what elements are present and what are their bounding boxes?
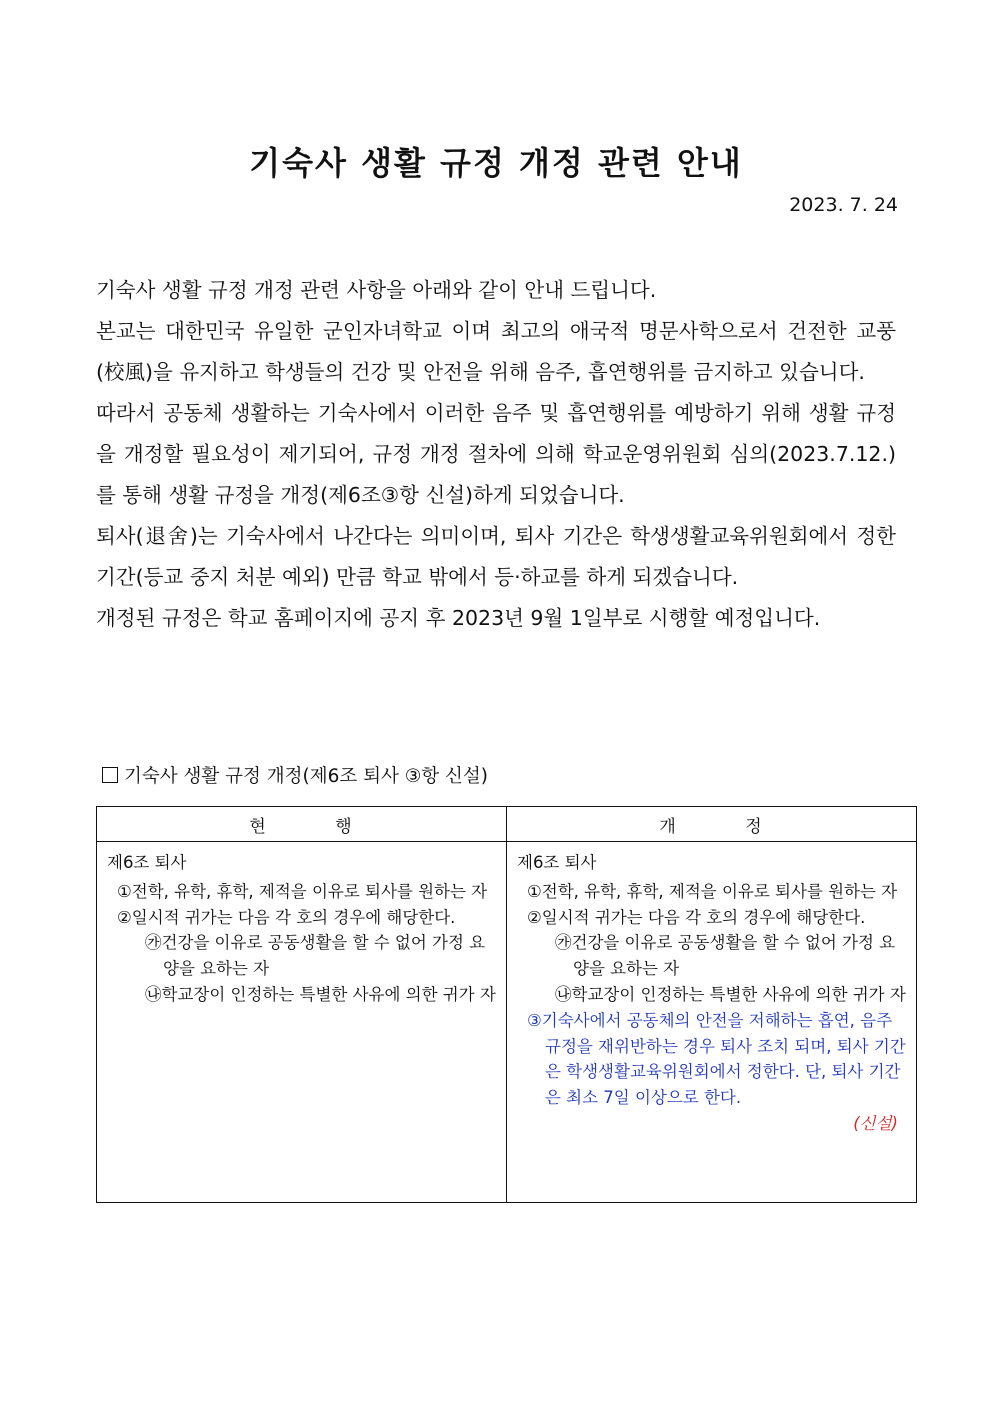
current-item-1: ①전학, 유학, 휴학, 제적을 이유로 퇴사를 원하는 자: [117, 881, 488, 901]
table-header-row: [97, 807, 917, 842]
revised-item-2: ②일시적 귀가는 다음 각 호의 경우에 해당한다.: [527, 907, 866, 927]
revised-article: 제6조 퇴사: [517, 853, 597, 872]
checkbox-square-icon: [102, 767, 118, 783]
paragraph-intro: 기숙사 생활 규정 개정 관련 사항을 아래와 같이 안내 드립니다.: [96, 278, 657, 302]
header-revised: 개 정: [507, 807, 917, 842]
notice-body: [96, 270, 896, 639]
revised-column: [507, 842, 917, 1203]
revised-item-3-new: ③기숙사에서 공동체의 안전을 저해하는 흡연, 음주 규정을 재위반하는 경우 퇴사 조치 되며, 퇴사 기간은 학생생활교육위원회에서 정한다. 단, 퇴사 기간은 최소 7일 이상으로 한다.: [527, 1010, 906, 1108]
current-item-2: ②일시적 귀가는 다음 각 호의 경우에 해당한다.: [117, 907, 456, 927]
paragraph-effective: 개정된 규정은 학교 홈페이지에 공지 후 2023년 9월 1일부로 시행할 예정입니다.: [96, 606, 821, 630]
new-clause-tag: (신설): [853, 1113, 898, 1133]
current-column: [97, 842, 507, 1203]
current-sub-2: ㉯학교장이 인정하는 특별한 사유에 의한 귀가 자: [145, 984, 496, 1004]
page-title: 기숙사 생활 규정 개정 관련 안내: [249, 144, 743, 182]
current-article: 제6조 퇴사: [107, 853, 187, 872]
document-date: 2023. 7. 24: [789, 194, 898, 216]
header-current: 현 행: [97, 807, 507, 842]
revised-item-1: ①전학, 유학, 휴학, 제적을 이유로 퇴사를 원하는 자: [527, 881, 898, 901]
section-heading: [102, 762, 488, 788]
revised-sub-1: ㉮건강을 이유로 공동생활을 할 수 없어 가정 요양을 요하는 자: [555, 933, 896, 979]
table-row: [97, 842, 917, 1203]
current-sub-1: ㉮건강을 이유로 공동생활을 할 수 없어 가정 요양을 요하는 자: [145, 933, 486, 979]
comparison-table: [96, 806, 917, 1203]
section-heading-text: 기숙사 생활 규정 개정(제6조 퇴사 ③항 신설): [124, 766, 489, 787]
paragraph-definition: 퇴사(退舍)는 기숙사에서 나간다는 의미이며, 퇴사 기간은 학생생활교육위원회에서 정한 기간(등교 중지 처분 예외) 만큼 학교 밖에서 등·하교를 하게 되겠습니다.: [96, 524, 896, 589]
paragraph-reason: 따라서 공동체 생활하는 기숙사에서 이러한 음주 및 흡연행위를 예방하기 위해 생활 규정을 개정할 필요성이 제기되어, 규정 개정 절차에 의해 학교운영위원회 심의(2023.7.12.)를 통해 생활 규정을 개정(제6조③항 신설)하게 되었습니다.: [96, 401, 896, 507]
revised-sub-2: ㉯학교장이 인정하는 특별한 사유에 의한 귀가 자: [555, 984, 906, 1004]
paragraph-school: 본교는 대한민국 유일한 군인자녀학교 이며 최고의 애국적 명문사학으로서 건전한 교풍(校風)을 유지하고 학생들의 건강 및 안전을 위해 음주, 흡연행위를 금지하고 있습니다.: [96, 319, 896, 384]
